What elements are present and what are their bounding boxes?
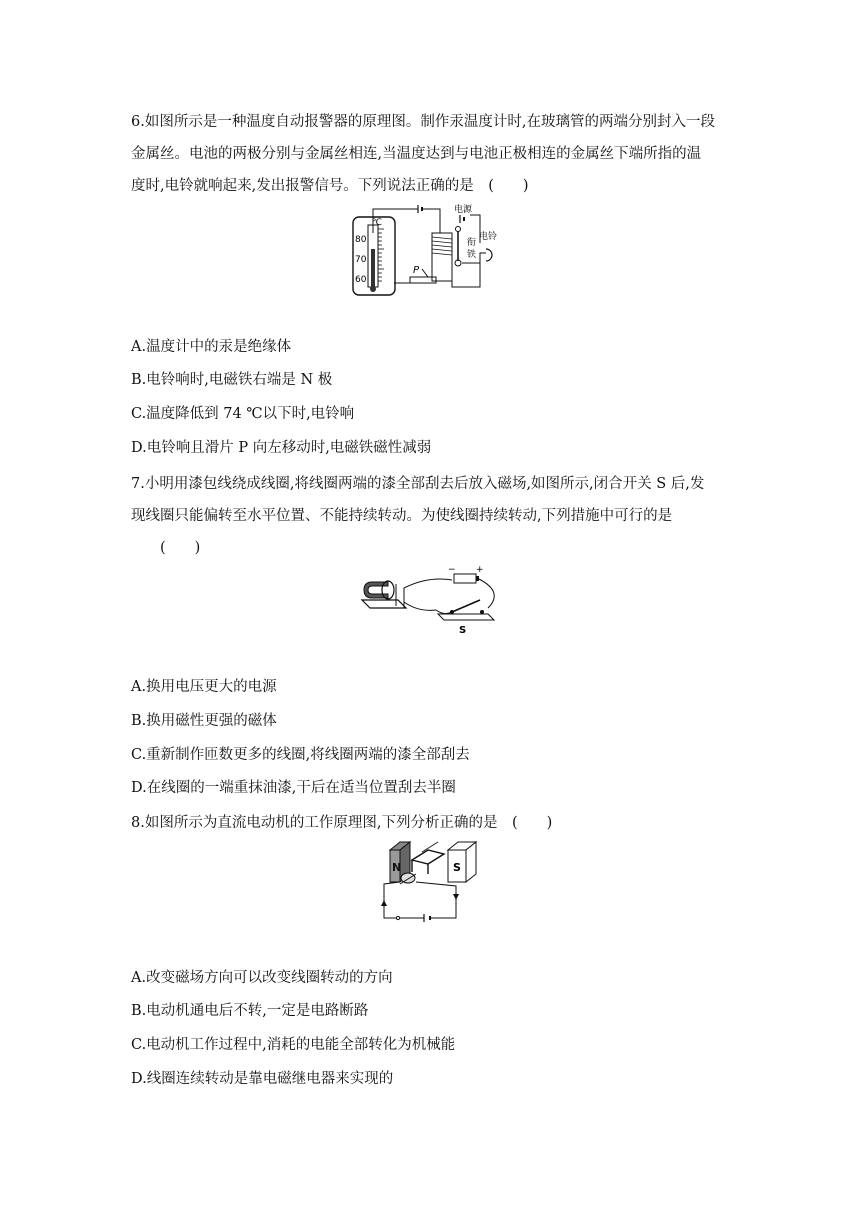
- stem-line: 现线圈只能偏转至水平位置、不能持续转动。为使线圈持续转动,下列措施中可行的是: [131, 508, 673, 524]
- coil-loop: [412, 850, 444, 864]
- option-d: D.线圈连续转动是靠电磁继电器来实现的: [131, 1071, 394, 1087]
- power-source-label: 电源: [454, 205, 473, 215]
- bell-label: 电铃: [479, 232, 498, 242]
- tick-label-60: 60: [355, 275, 367, 285]
- option-d: D.电铃响且滑片 P 向左移动时,电磁铁磁性减弱: [131, 440, 432, 456]
- switch-label: S: [459, 625, 467, 636]
- thermometer-ticks: [378, 229, 384, 281]
- north-label: N: [392, 861, 402, 874]
- armature-label-2: 铁: [467, 250, 477, 260]
- mercury-column: [371, 249, 375, 287]
- option-b: B.换用磁性更强的磁体: [131, 713, 277, 729]
- battery: [454, 574, 476, 583]
- base-board: [362, 600, 406, 608]
- question-6-stem: [131, 106, 731, 202]
- question-7-stem: [131, 468, 731, 564]
- stem-line: 8.如图所示为直流电动机的工作原理图,下列分析正确的是 ( ): [131, 815, 553, 831]
- dc-motor-figure: [376, 838, 486, 926]
- stem-line: 度时,电铃就响起来,发出报警信号。下列说法正确的是 ( ): [131, 178, 529, 194]
- option-c: C.重新制作匝数更多的线圈,将线圈两端的漆全部刮去: [131, 747, 470, 763]
- temperature-alarm-figure: [350, 203, 510, 298]
- horseshoe-magnet: [364, 582, 388, 598]
- unit-label: ℃: [372, 218, 383, 228]
- stem-line: ( ): [131, 540, 201, 556]
- option-c: C.电动机工作过程中,消耗的电能全部转化为机械能: [131, 1037, 456, 1053]
- minus-label: −: [448, 565, 456, 575]
- armature-label-1: 衔: [467, 238, 477, 248]
- tick-label-70: 70: [355, 255, 367, 265]
- slider-label: P: [413, 265, 420, 276]
- coil-windings: [432, 237, 452, 255]
- option-a: A.换用电压更大的电源: [131, 679, 277, 695]
- switch-base: [438, 614, 494, 620]
- stem-line: 7.小明用漆包线绕成线圈,将线圈两端的漆全部刮去后放入磁场,如图所示,闭合开关 S 后,发: [131, 476, 705, 492]
- stem-line: 6.如图所示是一种温度自动报警器的原理图。制作汞温度计时,在玻璃管的两端分别封入一段: [131, 114, 715, 130]
- bell-icon: [486, 249, 492, 261]
- option-a: A.改变磁场方向可以改变线圈转动的方向: [131, 970, 393, 986]
- south-label: S: [453, 861, 461, 874]
- question-8-stem: [131, 807, 731, 839]
- option-b: B.电动机通电后不转,一定是电路断路: [131, 1003, 369, 1019]
- option-a: A.温度计中的汞是绝缘体: [131, 339, 292, 355]
- plus-label: +: [476, 565, 484, 575]
- option-c: C.温度降低到 74 ℃以下时,电铃响: [131, 406, 355, 422]
- stem-line: 金属丝。电池的两极分别与金属丝相连,当温度达到与电池正极相连的金属丝下端所指的温: [131, 146, 702, 162]
- current-arrow: [453, 894, 459, 900]
- electromagnet-core: [432, 233, 452, 281]
- option-b: B.电铃响时,电磁铁右端是 N 极: [131, 372, 333, 388]
- current-arrow: [381, 900, 387, 906]
- tick-label-80: 80: [355, 235, 367, 245]
- coil-motor-figure: [358, 562, 508, 637]
- option-d: D.在线圈的一端重抹油漆,干后在适当位置刮去半圈: [131, 780, 456, 796]
- switch-knife: [452, 600, 480, 612]
